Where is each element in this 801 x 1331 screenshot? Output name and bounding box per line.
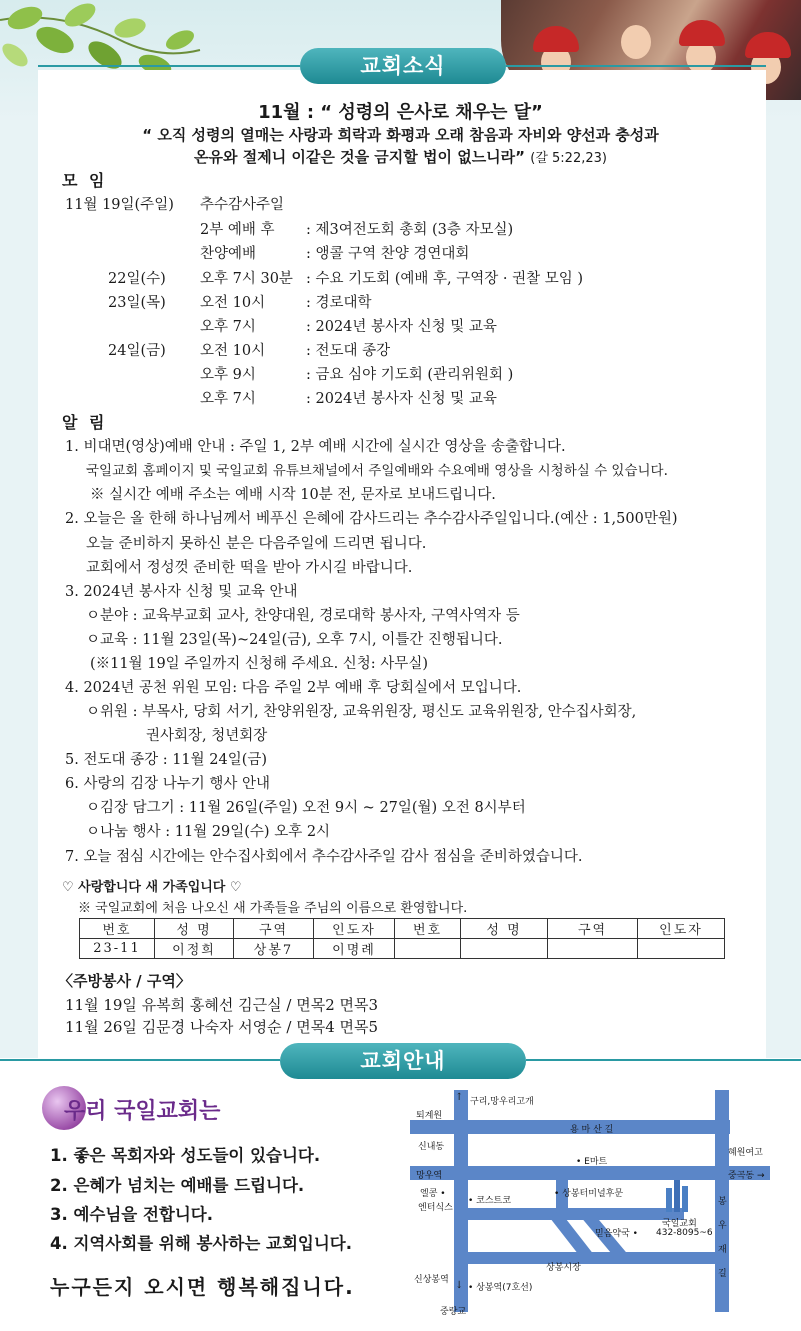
notice-line: 교회에서 정성껏 준비한 떡을 받아 가시길 바랍니다. xyxy=(86,560,413,576)
meeting-desc: : 2024년 봉사자 신청 및 교육 xyxy=(306,391,497,407)
section-title-news: 교회소식 xyxy=(300,48,506,84)
arrow-down-icon: ↓ xyxy=(455,1280,464,1291)
meeting-time: 오후 7시 xyxy=(200,391,256,407)
verse-reference: (갈 5:22,23) xyxy=(530,151,607,166)
meeting-date: 11월 19일(주일) xyxy=(65,197,174,213)
map-label: 엔터식스 xyxy=(418,1203,453,1213)
map-label: • 상봉역(7호선) xyxy=(468,1283,533,1293)
table-header-cell: 성 명 xyxy=(155,919,234,939)
table-header-cell: 인도자 xyxy=(638,919,725,939)
notice-line: ㅇ위원 : 부목사, 당회 서기, 찬양위원장, 교육위원장, 평신도 교육위원장, 안수집사회장, xyxy=(86,704,637,720)
notice-line: ㅇ나눔 행사 : 11월 29일(수) 오후 2시 xyxy=(86,824,331,840)
meetings-heading: 모 임 xyxy=(62,171,108,190)
map-label: • 상봉터미널후문 xyxy=(554,1189,624,1199)
map-label: 망우역 xyxy=(416,1171,443,1181)
notice-line: 오늘 준비하지 못하신 분은 다음주일에 드리면 됩니다. xyxy=(86,536,427,552)
map-label: 432-8095~6 xyxy=(656,1228,713,1238)
table-row xyxy=(80,939,725,959)
map-label: 중랑교 xyxy=(440,1307,467,1317)
meeting-date: 24일(금) xyxy=(108,343,166,359)
table-cell xyxy=(638,939,725,959)
divider-line xyxy=(526,1059,801,1061)
mission-item: 1. 좋은 목회자와 성도들이 있습니다. xyxy=(50,1146,321,1165)
map-label: 상봉시장 xyxy=(546,1263,581,1273)
church-title-text: 우리 국일교회는 xyxy=(64,1099,221,1124)
map-label: • 코스트코 xyxy=(468,1196,511,1206)
meeting-date: 22일(수) xyxy=(108,271,166,287)
notice-line: 3. 2024년 봉사자 신청 및 교육 안내 xyxy=(65,584,298,600)
notice-line: 5. 전도대 종강 : 11월 24일(금) xyxy=(65,752,268,768)
notice-line: ㅇ교육 : 11월 23일(목)~24일(금), 오후 7시, 이틀간 진행됩니다. xyxy=(86,632,503,648)
church-location-map xyxy=(410,1082,770,1322)
verse-text: 온유와 절제니 이같은 것을 금지할 법이 없느니라” xyxy=(194,148,526,166)
slogan: 누구든지 오시면 행복해집니다. xyxy=(50,1275,355,1299)
church-building-icon xyxy=(662,1178,692,1214)
notice-line: 7. 오늘 점심 시간에는 안수집사회에서 추수감사주일 감사 점심을 준비하였습니다. xyxy=(65,849,583,865)
meeting-time: 오후 7시 30분 xyxy=(200,271,293,287)
notice-line: 4. 2024년 공천 위원 모임: 다음 주일 2부 예배 후 당회실에서 모입니다. xyxy=(65,680,522,696)
map-label: 봉 xyxy=(718,1197,727,1207)
kitchen-heading: 〈주방봉사 / 구역〉 xyxy=(58,972,191,990)
table-cell xyxy=(395,939,461,959)
notice-line: 2. 오늘은 올 한해 하나님께서 베푸신 은혜에 감사드리는 추수감사주일입니다.(예산 : 1,500만원) xyxy=(65,511,678,527)
map-label: 우 xyxy=(718,1221,727,1231)
mission-item: 2. 은혜가 넘치는 예배를 드립니다. xyxy=(50,1176,305,1195)
meeting-desc: : 2024년 봉사자 신청 및 교육 xyxy=(306,319,497,335)
map-label: 중곡동 → xyxy=(728,1171,765,1181)
new-family-table xyxy=(79,918,725,959)
table-header-cell: 구역 xyxy=(548,919,638,939)
meeting-time: 오후 9시 xyxy=(200,367,256,383)
meeting-time: 오전 10시 xyxy=(200,295,266,311)
map-label: 퇴계원 xyxy=(416,1111,443,1121)
church-title xyxy=(42,1086,242,1130)
map-label: 길 xyxy=(718,1269,727,1279)
kitchen-line: 11월 26일 김문경 나숙자 서영순 / 면목4 면목5 xyxy=(65,1018,379,1036)
table-cell: 이정희 xyxy=(155,939,234,959)
map-label: 재 xyxy=(718,1245,727,1255)
map-label: 구리,망우리고개 xyxy=(470,1097,534,1107)
map-label: 믿음약국 • xyxy=(595,1229,638,1239)
table-header-cell: 번호 xyxy=(80,919,155,939)
map-label: 신상봉역 xyxy=(414,1275,449,1285)
table-header-cell: 인도자 xyxy=(314,919,395,939)
section-title-guide: 교회안내 xyxy=(280,1043,526,1079)
arrow-up-icon: ↑ xyxy=(455,1092,464,1103)
notice-line: 권사회장, 청년회장 xyxy=(146,728,268,744)
map-label: • E마트 xyxy=(576,1157,608,1167)
map-road xyxy=(410,1166,770,1180)
new-family-heading: ♡ 사랑합니다 새 가족입니다 ♡ xyxy=(62,880,242,895)
notices-heading: 알 림 xyxy=(62,413,108,432)
meeting-desc: : 앵콜 구역 찬양 경연대회 xyxy=(306,246,470,262)
map-label: 신내동 xyxy=(418,1142,445,1152)
table-cell: 23-11 xyxy=(80,939,155,959)
meeting-time: 2부 예배 후 xyxy=(200,222,275,238)
meeting-time: 오후 7시 xyxy=(200,319,256,335)
mission-item: 3. 예수님을 전합니다. xyxy=(50,1205,214,1224)
map-road xyxy=(454,1208,684,1220)
meeting-time: 추수감사주일 xyxy=(200,197,285,213)
map-label: 엘콩 • xyxy=(420,1189,446,1199)
new-family-subtitle: ※ 국일교회에 처음 나오신 새 가족들을 주님의 이름으로 환영합니다. xyxy=(78,901,468,916)
notice-line: (※11월 19일 주일까지 신청해 주세요. 신청: 사무실) xyxy=(90,656,428,672)
verse-line-1: “ 오직 성령의 열매는 사랑과 희락과 화평과 오래 참음과 자비와 양선과 충성과 xyxy=(142,126,659,144)
meeting-desc: : 전도대 종강 xyxy=(306,343,391,359)
table-cell: 상봉7 xyxy=(234,939,314,959)
table-header-cell: 번호 xyxy=(395,919,461,939)
meeting-time: 오전 10시 xyxy=(200,343,266,359)
table-cell xyxy=(548,939,638,959)
meeting-desc: : 제3여전도회 총회 (3층 자모실) xyxy=(306,222,514,238)
table-header-cell: 성 명 xyxy=(461,919,548,939)
notice-line: ㅇ김장 담그기 : 11월 26일(주일) 오전 9시 ~ 27일(월) 오전 8시부터 xyxy=(86,800,526,816)
month-theme-title: 11월 : “ 성령의 은사로 채우는 달” xyxy=(258,102,543,123)
notice-line: 국일교회 홈페이지 및 국일교회 유튜브채널에서 주일예배와 수요예배 영상을 시청하실 수 있습니다. xyxy=(86,463,668,479)
meeting-desc: : 경로대학 xyxy=(306,295,372,311)
meeting-time: 찬양예배 xyxy=(200,246,257,262)
table-cell xyxy=(461,939,548,959)
divider-line xyxy=(0,1059,280,1061)
table-header-cell: 구역 xyxy=(234,919,314,939)
notice-line: 1. 비대면(영상)예배 안내 : 주일 1, 2부 예배 시간에 실시간 영상을 송출합니다. xyxy=(65,439,566,455)
map-label: 용 마 산 길 xyxy=(570,1125,614,1135)
divider-line xyxy=(38,65,300,67)
notice-line: 6. 사랑의 김장 나누기 행사 안내 xyxy=(65,776,270,792)
notice-line: ㅇ분야 : 교육부교회 교사, 찬양대원, 경로대학 봉사자, 구역사역자 등 xyxy=(86,608,520,624)
divider-line xyxy=(506,65,766,67)
meeting-date: 23일(목) xyxy=(108,295,166,311)
verse-line-2 xyxy=(0,146,801,167)
notice-line: ※ 실시간 예배 주소는 예배 시작 10분 전, 문자로 보내드립니다. xyxy=(90,487,496,503)
table-header-row xyxy=(80,919,725,939)
map-label: 혜원여고 xyxy=(728,1148,763,1158)
meeting-desc: : 금요 심야 기도회 (관리위원회 ) xyxy=(306,367,514,383)
meeting-desc: : 수요 기도회 (예배 후, 구역장 · 권찰 모임 ) xyxy=(306,271,584,287)
kitchen-line: 11월 19일 유복희 홍혜선 김근실 / 면목2 면목3 xyxy=(65,996,379,1014)
table-cell: 이명례 xyxy=(314,939,395,959)
mission-item: 4. 지역사회를 위해 봉사하는 교회입니다. xyxy=(50,1234,353,1253)
map-label: 국일교회 xyxy=(662,1219,697,1229)
